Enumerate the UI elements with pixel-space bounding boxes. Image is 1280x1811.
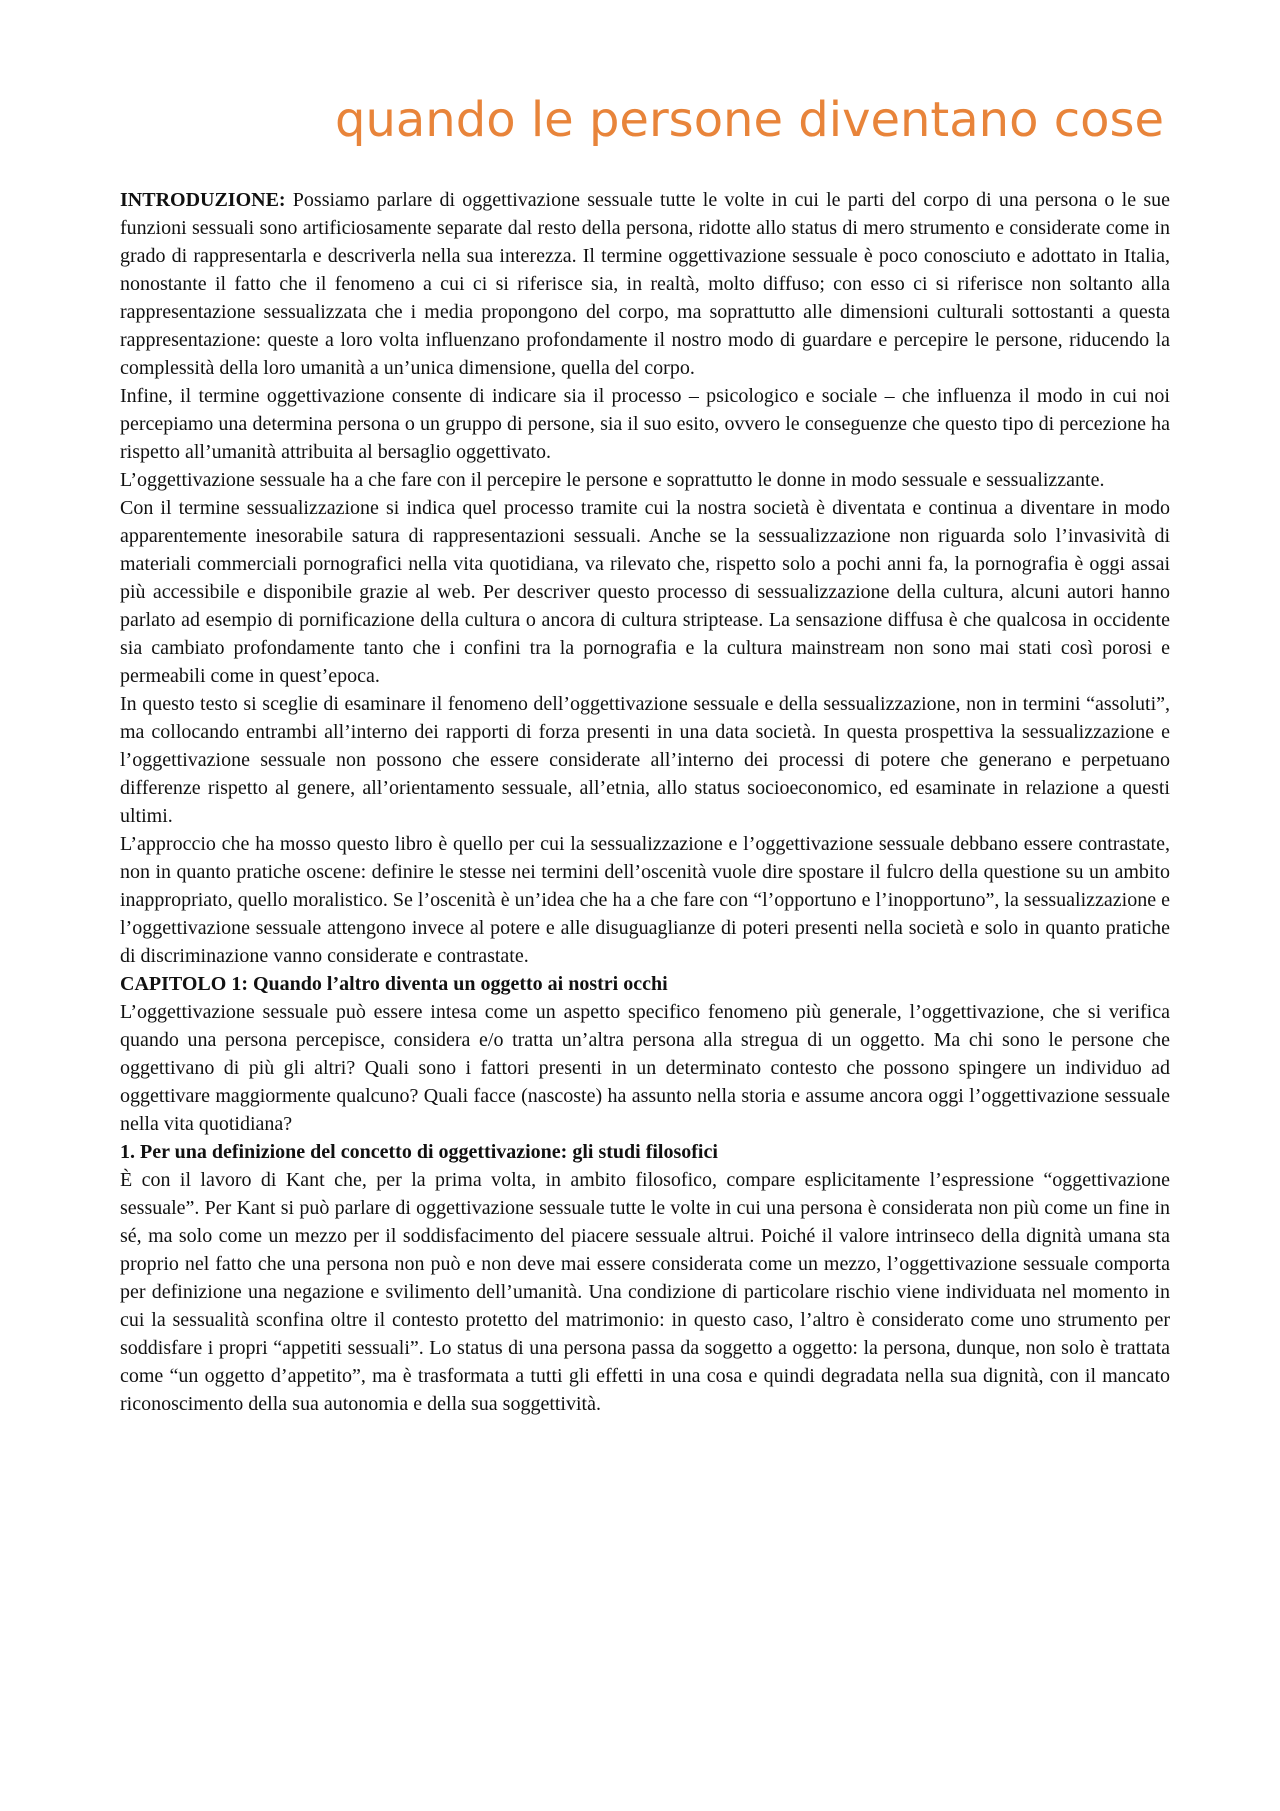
- section-1-paragraph: È con il lavoro di Kant che, per la prima volta, in ambito filosofico, compare esplicitamente l’espressione “oggettivazione sessuale”. Per Kant si può parlare di oggettivazione sessuale tutte le volte in cui una persona è considerata non più come un fine in sé, ma solo come un mezzo per il soddisfacimento del piacere sessuale altrui. Poiché il valore intrinseco della dignità umana sta proprio nel fatto che una persona non può e non deve mai essere considerata come un mezzo, l’oggettivazione sessuale comporta per definizione una negazione e svilimento dell’umanità. Una condizione di particolare rischio viene individuata nel momento in cui la sessualità sconfina oltre il contesto protetto del matrimonio: in questo caso, l’altro è considerato come uno strumento per soddisfare i propri “appetiti sessuali”. Lo status di una persona passa da soggetto a oggetto: la persona, dunque, non solo è trattata come “un oggetto d’appetito”, ma è trasformata a tutti gli effetti in una cosa e quindi degradata nella sua dignità, con il mancato riconoscimento della sua autonomia e della sua soggettività.: [120, 1169, 1170, 1415]
- intro-text-1: Possiamo parlare di oggettivazione sessuale tutte le volte in cui le parti del corpo di una persona o le sue funzioni sessuali sono artificiosamente separate dal resto della persona, ridotte allo status di mero strumento e considerate come in grado di rappresentarla e descriverla nella sua interezza. Il termine oggettivazione sessuale è poco conosciuto e adottato in Italia, nonostante il fatto che il fenomeno a cui ci si riferisce sia, in realtà, molto diffuso; con esso ci si riferisce non soltanto alla rappresentazione sessualizzata che i media propongono del corpo, ma soprattutto alle dimensioni culturali sottostanti a questa rappresentazione: queste a loro volta influenzano profondamente il nostro modo di guardare e percepire le persone, riducendo la complessità della loro umanità a un’unica dimensione, quella del corpo.: [120, 189, 1170, 379]
- intro-paragraph-1: [120, 186, 1170, 382]
- document-page: [120, 0, 1170, 1418]
- intro-paragraph-2: Infine, il termine oggettivazione consente di indicare sia il processo – psicologico e sociale – che influenza il modo in cui noi percepiamo una determina persona o un gruppo di persone, sia il suo esito, ovvero le conseguenze che questo tipo di percezione ha rispetto all’umanità attribuita al bersaglio oggettivato.: [120, 385, 1170, 463]
- intro-paragraph-6: L’approccio che ha mosso questo libro è quello per cui la sessualizzazione e l’oggettivazione sessuale debbano essere contrastate, non in quanto pratiche oscene: definire le stesse nei termini dell’oscenità vuole dire spostare il fulcro della questione su un ambito inappropriato, quello moralistico. Se l’oscenità è un’idea che ha a che fare con “l’opportuno e l’inopportuno”, la sessualizzazione e l’oggettivazione sessuale attengono invece al potere e alle disuguaglianze di poteri presenti nella società e solo in quanto pratiche di discriminazione vanno considerate e contrastate.: [120, 833, 1170, 967]
- section-1-heading: 1. Per una definizione del concetto di oggettivazione: gli studi filosofici: [120, 1141, 718, 1163]
- document-title: quando le persone diventano cose: [335, 92, 1165, 148]
- intro-paragraph-3: L’oggettivazione sessuale ha a che fare con il percepire le persone e soprattutto le donne in modo sessuale e sessualizzante.: [120, 469, 1105, 491]
- chapter-1-paragraph: L’oggettivazione sessuale può essere intesa come un aspetto specifico fenomeno più generale, l’oggettivazione, che si verifica quando una persona percepisce, considera e/o tratta un’altra persona alla stregua di un oggetto. Ma chi sono le persone che oggettivano di più gli altri? Quali sono i fattori presenti in un determinato contesto che possono spingere un individuo ad oggettivare maggiormente qualcuno? Quali facce (nascoste) ha assunto nella storia e assume ancora oggi l’oggettivazione sessuale nella vita quotidiana?: [120, 1001, 1170, 1135]
- intro-paragraph-5: In questo testo si sceglie di esaminare il fenomeno dell’oggettivazione sessuale e della sessualizzazione, non in termini “assoluti”, ma collocando entrambi all’interno dei rapporti di forza presenti in una data società. In questa prospettiva la sessualizzazione e l’oggettivazione sessuale non possono che essere considerate all’interno dei processi di potere che generano e perpetuano differenze rispetto al genere, all’orientamento sessuale, all’etnia, allo status socioeconomico, ed esaminate in relazione a questi ultimi.: [120, 693, 1170, 827]
- chapter-1-heading: CAPITOLO 1: Quando l’altro diventa un oggetto ai nostri occhi: [120, 973, 668, 995]
- intro-paragraph-4: Con il termine sessualizzazione si indica quel processo tramite cui la nostra società è diventata e continua a diventare in modo apparentemente inesorabile satura di rappresentazioni sessuali. Anche se la sessualizzazione non riguarda solo l’invasività di materiali commerciali pornografici nella vita quotidiana, va rilevato che, rispetto solo a pochi anni fa, la pornografia è oggi assai più accessibile e disponibile grazie al web. Per descriver questo processo di sessualizzazione della cultura, alcuni autori hanno parlato ad esempio di pornificazione della cultura o ancora di cultura striptease. La sensazione diffusa è che qualcosa in occidente sia cambiato profondamente tanto che i confini tra la pornografia e la cultura mainstream non sono mai stati così porosi e permeabili come in quest’epoca.: [120, 497, 1170, 687]
- intro-label: INTRODUZIONE:: [120, 189, 286, 211]
